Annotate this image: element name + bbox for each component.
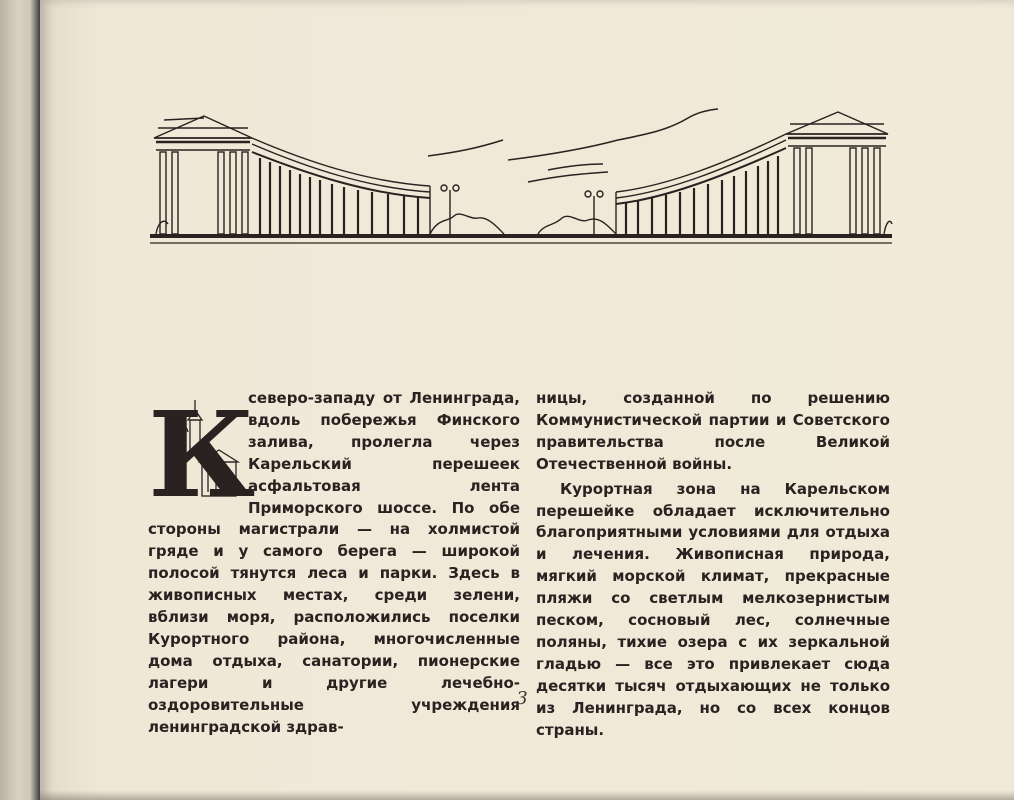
book-spine xyxy=(0,0,40,800)
right-column-paragraph-2: Курортная зона на Карельском перешейке обладает исключительно благоприятными условиями для отдыха и лечения. Живописная природа, мягкий морской климат, прекрасные пляжи со светлым мелкозернистым песком, сосновый лес, солнечные поляны, тихие озера с их зеркальной гладью — все это привлекает сюда десятки тысяч отдыхающих не только из Ленинграда, но со всех концов страны. xyxy=(536,479,890,739)
left-column-text: северо-западу от Ленинграда, вдоль побережья Финского залива, пролегла через Карельский перешеек асфальтовая лента Приморского шоссе. По обе стороны магистрали — на холмистой гряде и у самого берега — широкой полосой тянутся леса и парки. Здесь в живописных местах, среди зелени, вблизи моря, расположились поселки Курортного района, многочисленные дома отдыха, санатории, пионерские лагери и другие лечебно-оздоровительные учреждения ленинградской здрав- xyxy=(148,389,520,736)
dropcap-letter-k-icon xyxy=(148,385,256,524)
colonnade-illustration xyxy=(148,100,894,260)
dropcap-illustration xyxy=(148,385,256,524)
page-number: 3 xyxy=(516,688,528,709)
right-column-paragraph-1: ницы, созданной по решению Коммунистической партии и Советского правительства после Великой Отечественной войны. xyxy=(536,389,890,473)
page-edge-shadow xyxy=(40,790,1014,800)
right-text-column xyxy=(536,388,890,742)
dropcap-letter: К xyxy=(148,385,256,524)
left-text-column xyxy=(148,385,520,739)
colonnade-drawing xyxy=(148,100,894,260)
